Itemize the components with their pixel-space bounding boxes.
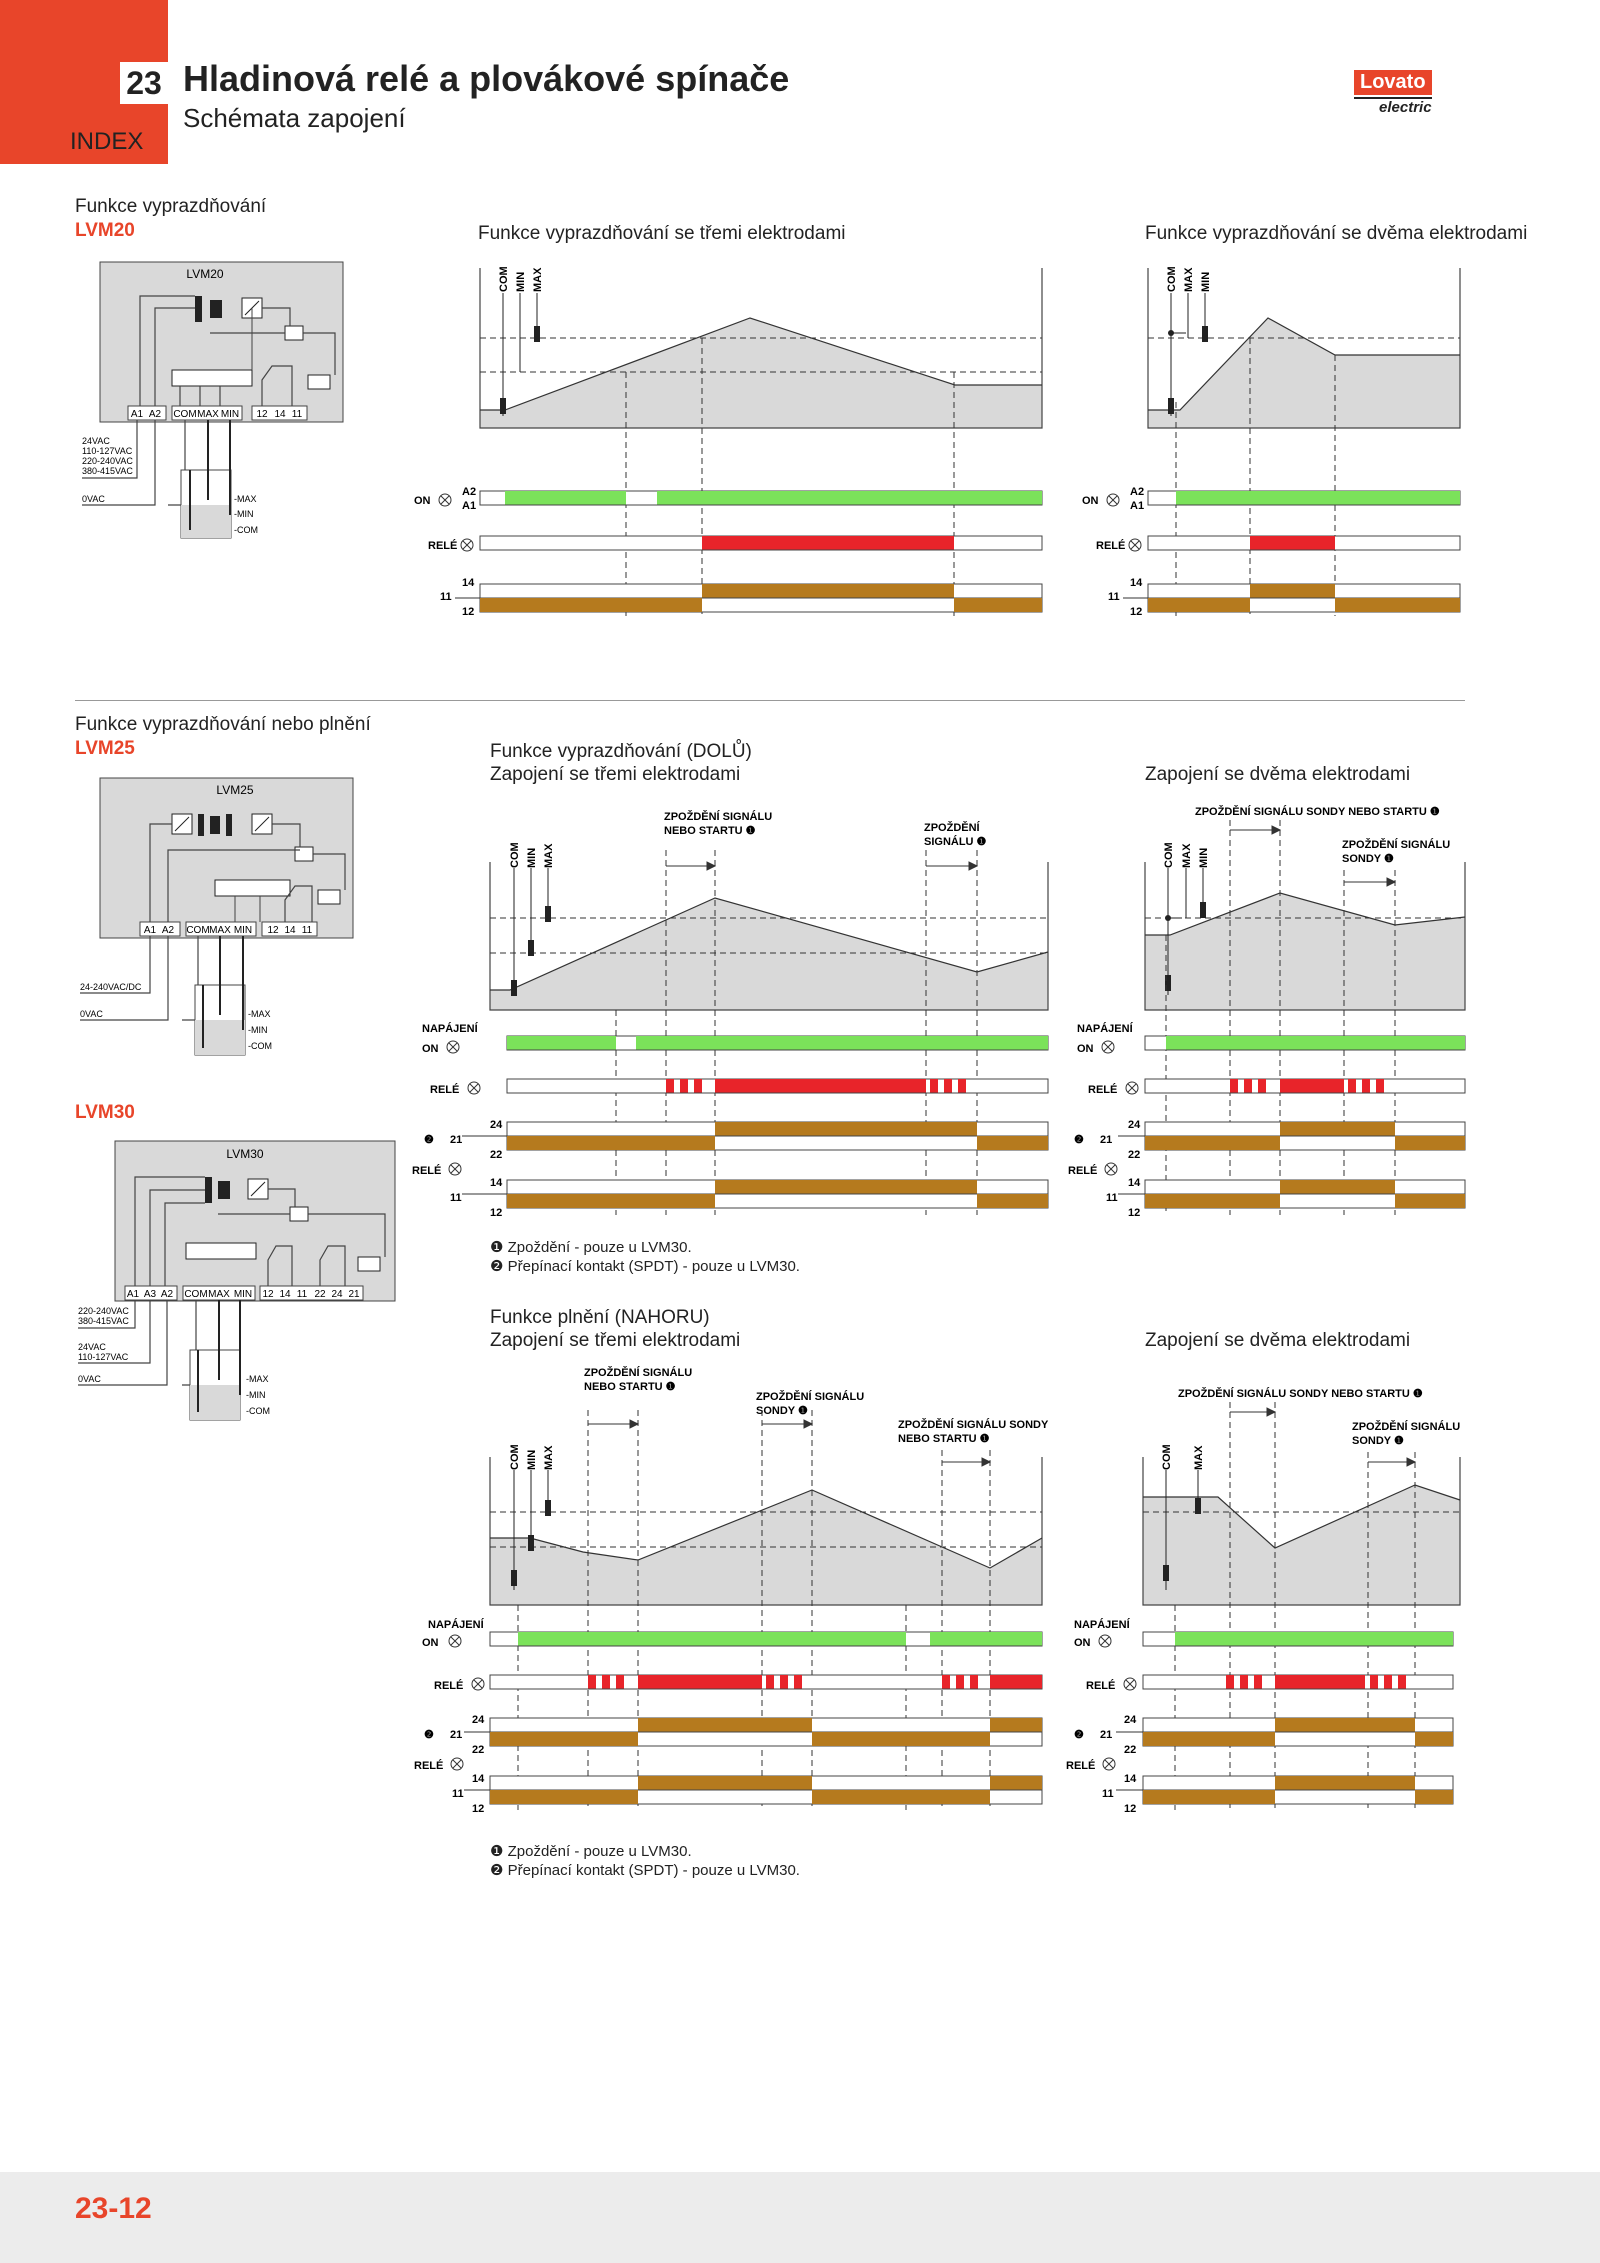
label-max: MAX	[532, 267, 544, 292]
label-min: MIN	[526, 1449, 538, 1470]
lvm20-label: LVM20	[186, 267, 224, 281]
note-delay: ❶ Zpoždění - pouze u LVM30.	[490, 1843, 692, 1860]
volt-24vac: 24VAC	[78, 1342, 106, 1352]
section-number: 23	[120, 62, 168, 104]
label-on: ON	[1074, 1637, 1091, 1649]
label-22: 22	[1124, 1744, 1137, 1756]
term-a1: A1	[143, 925, 157, 936]
label-max: MAX	[543, 1445, 555, 1470]
label-rele: RELÉ	[1096, 540, 1126, 552]
label-rele2: RELÉ	[412, 1165, 442, 1177]
index-link[interactable]: INDEX	[70, 128, 144, 155]
label-22: 22	[1128, 1149, 1141, 1161]
label-rele: RELÉ	[434, 1680, 464, 1692]
label-probe-start-delay-2: NEBO STARTU ❶	[898, 1433, 990, 1445]
label-12: 12	[462, 606, 475, 618]
label-14: 14	[1128, 1177, 1141, 1189]
label-max: MAX	[1183, 267, 1195, 292]
label-probe-start-delay-1: ZPOŽDĚNÍ SIGNÁLU SONDY	[898, 1419, 1049, 1431]
term-com: COM	[186, 925, 210, 936]
label-probe-start-delay: ZPOŽDĚNÍ SIGNÁLU SONDY NEBO STARTU ❶	[1178, 1388, 1423, 1400]
term-min: MIN	[220, 409, 240, 420]
timing-diagram-3	[412, 810, 1048, 1219]
label-on: ON	[422, 1043, 439, 1055]
probe-min: -MIN	[246, 1390, 266, 1400]
label-com: COM	[1166, 266, 1178, 292]
term-com: COM	[173, 409, 197, 420]
label-note2: ❷	[1074, 1729, 1084, 1741]
label-rele2: RELÉ	[414, 1760, 444, 1772]
probe-com: -COM	[246, 1406, 270, 1416]
label-probe-delay-1: ZPOŽDĚNÍ SIGNÁLU	[756, 1391, 865, 1403]
term-a2: A2	[148, 409, 162, 420]
timing-diagram-1	[414, 266, 1042, 618]
term-max: MAX	[209, 925, 231, 936]
term-a3: A3	[143, 1289, 157, 1300]
label-21: 21	[1100, 1729, 1113, 1741]
label-12: 12	[1130, 606, 1143, 618]
label-24: 24	[1128, 1119, 1141, 1131]
volt-220vac: 220-240VAC	[82, 456, 133, 466]
figure-title-1: Funkce vyprazdňování se třemi elektrodami	[478, 223, 846, 244]
figure-title-3a: Funkce vyprazdňování (DOLŮ)	[490, 741, 752, 762]
volt-220vac: 220-240VAC	[78, 1306, 129, 1316]
timing-diagram-5	[414, 1366, 1049, 1815]
label-min: MIN	[1198, 847, 1210, 868]
volt-0vac: 0VAC	[80, 1009, 103, 1019]
term-12: 12	[262, 1289, 274, 1300]
volt-380vac: 380-415VAC	[82, 466, 133, 476]
timing-diagram-6	[1066, 1387, 1460, 1815]
label-min: MIN	[1200, 271, 1212, 292]
volt-24vac: 24VAC	[82, 436, 110, 446]
label-max: MAX	[543, 843, 555, 868]
label-note2: ❷	[424, 1134, 434, 1146]
label-probe-delay-2: SONDY ❶	[756, 1405, 808, 1417]
label-probe-start-delay: ZPOŽDĚNÍ SIGNÁLU SONDY NEBO STARTU ❶	[1195, 806, 1440, 818]
label-24: 24	[1124, 1714, 1137, 1726]
label-24: 24	[490, 1119, 503, 1131]
figure-title-5a: Funkce plnění (NAHORU)	[490, 1307, 710, 1328]
term-14: 14	[274, 409, 286, 420]
lvm25-wiring	[80, 778, 353, 1055]
label-max: MAX	[1193, 1445, 1205, 1470]
lvm20-wiring	[82, 262, 343, 538]
label-rele2: RELÉ	[1066, 1760, 1096, 1772]
lvm25-label: LVM25	[216, 783, 254, 797]
label-on: ON	[422, 1637, 439, 1649]
term-14: 14	[284, 925, 296, 936]
term-12: 12	[256, 409, 268, 420]
label-14: 14	[1130, 577, 1143, 589]
volt-24-240: 24-240VAC/DC	[80, 982, 142, 992]
label-24: 24	[472, 1714, 485, 1726]
label-napajeni: NAPÁJENÍ	[428, 1619, 484, 1631]
term-max: MAX	[197, 409, 219, 420]
label-21: 21	[450, 1134, 463, 1146]
label-11: 11	[1102, 1788, 1114, 1800]
section-label-2: Funkce vyprazdňování nebo plnění	[75, 714, 371, 735]
label-napajeni: NAPÁJENÍ	[1077, 1023, 1133, 1035]
logo-subtext: electric	[1354, 97, 1432, 116]
label-max: MAX	[1181, 843, 1193, 868]
label-min: MIN	[526, 847, 538, 868]
figure-title-2: Funkce vyprazdňování se dvěma elektrodami	[1145, 223, 1528, 244]
label-14: 14	[472, 1773, 485, 1785]
label-on: ON	[1082, 495, 1099, 507]
label-com: COM	[1161, 1444, 1173, 1470]
term-11: 11	[301, 925, 313, 936]
label-napajeni: NAPÁJENÍ	[422, 1023, 478, 1035]
term-14: 14	[279, 1289, 291, 1300]
section-label-1: Funkce vyprazdňování	[75, 196, 267, 217]
label-start-delay-1: ZPOŽDĚNÍ SIGNÁLU	[584, 1367, 693, 1379]
label-12: 12	[1128, 1207, 1141, 1219]
timing-diagram-2	[1082, 266, 1460, 618]
label-a1: A1	[1130, 500, 1145, 512]
label-22: 22	[490, 1149, 503, 1161]
label-com: COM	[498, 266, 510, 292]
probe-min: -MIN	[248, 1025, 268, 1035]
label-a2: A2	[462, 486, 477, 498]
page-number: 23-12	[75, 2192, 152, 2225]
volt-0vac: 0VAC	[82, 494, 105, 504]
label-start-delay-2: NEBO STARTU ❶	[584, 1381, 676, 1393]
timing-diagram-4	[1068, 805, 1465, 1219]
lvm30-label: LVM30	[226, 1147, 264, 1161]
label-22: 22	[472, 1744, 485, 1756]
page-subtitle: Schémata zapojení	[183, 103, 406, 133]
probe-com: -COM	[248, 1041, 272, 1051]
term-12: 12	[267, 925, 279, 936]
label-14: 14	[1124, 1773, 1137, 1785]
label-signal-delay-2: SIGNÁLU ❶	[924, 836, 987, 848]
label-14: 14	[462, 577, 475, 589]
product-lvm25: LVM25	[75, 738, 135, 759]
product-lvm20: LVM20	[75, 220, 135, 241]
volt-110vac: 110-127VAC	[82, 446, 133, 456]
label-12: 12	[1124, 1803, 1137, 1815]
term-22: 22	[314, 1289, 326, 1300]
label-11: 11	[450, 1192, 462, 1204]
label-14: 14	[490, 1177, 503, 1189]
label-11: 11	[1106, 1192, 1118, 1204]
note-spdt: ❷ Přepínací kontakt (SPDT) - pouze u LVM30.	[490, 1862, 800, 1879]
term-24: 24	[331, 1289, 343, 1300]
term-min: MIN	[233, 1289, 253, 1300]
label-com: COM	[509, 1444, 521, 1470]
page-title: Hladinová relé a plovákové spínače	[183, 58, 790, 99]
label-com: COM	[509, 842, 521, 868]
figure-title-6: Zapojení se dvěma elektrodami	[1145, 1330, 1411, 1351]
label-11: 11	[1108, 591, 1120, 603]
label-a1: A1	[462, 500, 477, 512]
term-com: COM	[184, 1289, 208, 1300]
note-spdt: ❷ Přepínací kontakt (SPDT) - pouze u LVM30.	[490, 1258, 800, 1275]
label-11: 11	[452, 1788, 464, 1800]
probe-max: -MAX	[234, 494, 257, 504]
term-a1: A1	[130, 409, 144, 420]
term-11: 11	[296, 1289, 308, 1300]
volt-110vac: 110-127VAC	[78, 1352, 129, 1362]
label-com: COM	[1163, 842, 1175, 868]
label-probe-delay-2: SONDY ❶	[1342, 853, 1394, 865]
page-footer	[0, 2172, 1600, 2263]
term-max: MAX	[208, 1289, 230, 1300]
label-probe-delay-1: ZPOŽDĚNÍ SIGNÁLU	[1342, 839, 1451, 851]
probe-min: -MIN	[234, 509, 254, 519]
term-min: MIN	[233, 925, 253, 936]
label-napajeni: NAPÁJENÍ	[1074, 1619, 1130, 1631]
volt-380vac: 380-415VAC	[78, 1316, 129, 1326]
term-11: 11	[291, 409, 303, 420]
label-note2: ❷	[1074, 1134, 1084, 1146]
label-probe-delay-2: SONDY ❶	[1352, 1435, 1404, 1447]
label-21: 21	[1100, 1134, 1113, 1146]
label-11: 11	[440, 591, 452, 603]
label-on: ON	[1077, 1043, 1094, 1055]
product-lvm30: LVM30	[75, 1102, 135, 1123]
label-probe-delay-1: ZPOŽDĚNÍ SIGNÁLU	[1352, 1421, 1461, 1433]
label-21: 21	[450, 1729, 463, 1741]
figure-title-3b: Zapojení se třemi elektrodami	[490, 764, 741, 785]
label-rele2: RELÉ	[1068, 1165, 1098, 1177]
label-rele: RELÉ	[430, 1084, 460, 1096]
label-12: 12	[490, 1207, 503, 1219]
note-delay: ❶ Zpoždění - pouze u LVM30.	[490, 1239, 692, 1256]
label-rele: RELÉ	[1086, 1680, 1116, 1692]
label-min: MIN	[515, 271, 527, 292]
figure-title-5b: Zapojení se třemi elektrodami	[490, 1330, 741, 1351]
term-a2: A2	[161, 925, 175, 936]
label-rele: RELÉ	[428, 540, 458, 552]
volt-0vac: 0VAC	[78, 1374, 101, 1384]
label-on: ON	[414, 495, 431, 507]
term-a1: A1	[126, 1289, 140, 1300]
label-signal-delay-1: ZPOŽDĚNÍ	[924, 822, 980, 834]
probe-max: -MAX	[246, 1374, 269, 1384]
label-12: 12	[472, 1803, 485, 1815]
probe-com: -COM	[234, 525, 258, 535]
label-note2: ❷	[424, 1729, 434, 1741]
term-21: 21	[348, 1289, 360, 1300]
label-a2: A2	[1130, 486, 1145, 498]
lvm30-wiring	[78, 1141, 395, 1420]
probe-max: -MAX	[248, 1009, 271, 1019]
term-a2: A2	[160, 1289, 174, 1300]
figure-title-4: Zapojení se dvěma elektrodami	[1145, 764, 1411, 785]
label-start-delay-1: ZPOŽDĚNÍ SIGNÁLU	[664, 811, 773, 823]
label-start-delay-2: NEBO STARTU ❶	[664, 825, 756, 837]
logo-text: Lovato	[1354, 70, 1432, 95]
label-rele: RELÉ	[1088, 1084, 1118, 1096]
